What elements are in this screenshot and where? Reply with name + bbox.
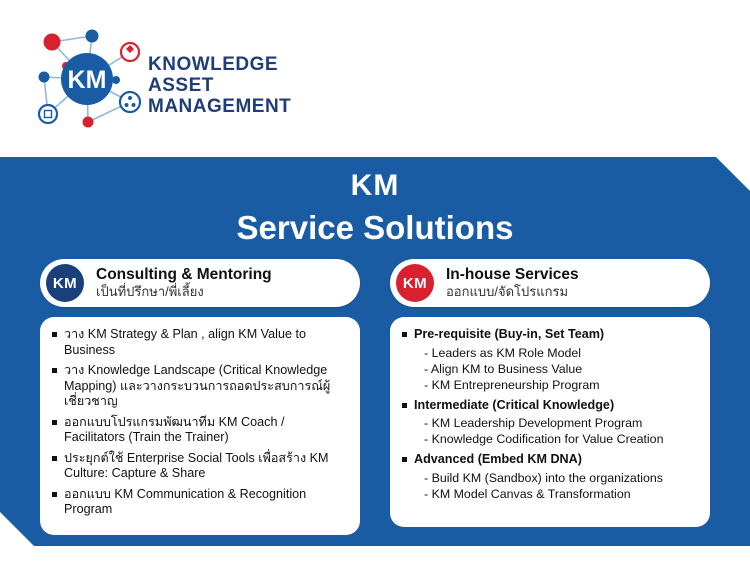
logo-line-2: ASSET (148, 75, 214, 96)
column-inhouse-services (390, 259, 710, 527)
logo-line-1: KNOWLEDGE (148, 54, 279, 75)
header-band (0, 0, 750, 157)
column-header-text-inhouse (446, 266, 579, 300)
inhouse-bullet-list (402, 327, 698, 502)
sub-list-item: - KM Entrepreneurship Program (414, 377, 698, 393)
list-item (402, 327, 698, 393)
bullet-text: Intermediate (Critical Knowledge) (414, 397, 615, 412)
list-item (52, 415, 348, 446)
consulting-bullet-list (52, 327, 348, 518)
brand-logo (30, 14, 330, 144)
corner-cut-bottom-left (0, 512, 34, 546)
bullet-text: Advanced (Embed KM DNA) (414, 452, 582, 466)
sub-list-item: - KM Model Canvas & Transformation (414, 486, 698, 502)
sub-list-item: - Knowledge Codification for Value Creation (414, 431, 698, 447)
column-consulting-mentoring (40, 259, 360, 535)
list-item (52, 327, 348, 358)
sub-list (414, 345, 698, 393)
km-logo-icon (30, 22, 145, 137)
sub-list (414, 470, 698, 502)
column-body-consulting (40, 317, 360, 535)
bullet-text: วาง KM Strategy & Plan , align KM Value to Business (64, 327, 306, 357)
column-subtitle-inhouse: ออกแบบ/จัดโปรแกรม (446, 283, 569, 299)
column-title-consulting: Consulting & Mentoring (96, 266, 272, 284)
column-header-consulting (40, 259, 360, 307)
svg-text:KM: KM (67, 66, 107, 94)
logo-line-3: MANAGEMENT (148, 96, 292, 117)
bullet-text: วาง Knowledge Landscape (Critical Knowledge Mapping) และวางกระบวนการถอดประสบการณ์ผู้เชี่ยวชาญ (64, 363, 331, 408)
sub-list (414, 415, 698, 447)
column-title-inhouse: In-house Services (446, 266, 579, 284)
bullet-text: Pre-requisite (Buy-in, Set Team) (414, 327, 605, 341)
column-header-inhouse (390, 259, 710, 307)
list-item (402, 452, 698, 502)
sub-list-item: - KM Leadership Development Program (414, 415, 698, 431)
hero-km-label: KM (350, 169, 400, 202)
list-item (402, 398, 698, 448)
bullet-text: ออกแบบโปรแกรมพัฒนาทีม KM Coach / Facilitators (Train the Trainer) (64, 414, 285, 444)
column-body-inhouse (390, 317, 710, 527)
column-subtitle-consulting: เป็นที่ปรึกษา/พี่เลี้ยง (96, 283, 204, 299)
list-item (52, 451, 348, 482)
list-item (52, 363, 348, 410)
km-badge-icon: KM (46, 264, 84, 302)
bullet-text: ออกแบบ KM Communication & Recognition Program (64, 486, 307, 516)
column-header-text-consulting (96, 266, 272, 300)
logo-wordmark (148, 54, 291, 117)
km-badge-icon: KM (396, 264, 434, 302)
content-panel (0, 157, 750, 562)
sub-list-item: - Leaders as KM Role Model (414, 345, 698, 361)
list-item (52, 487, 348, 518)
sub-list-item: - Build KM (Sandbox) into the organizations (414, 470, 698, 486)
page-title: Service Solutions (236, 209, 514, 246)
bullet-text: ประยุกต์ใช้ Enterprise Social Tools เพื่อสร้าง KM Culture: Capture & Share (64, 450, 329, 480)
sub-list-item: - Align KM to Business Value (414, 361, 698, 377)
